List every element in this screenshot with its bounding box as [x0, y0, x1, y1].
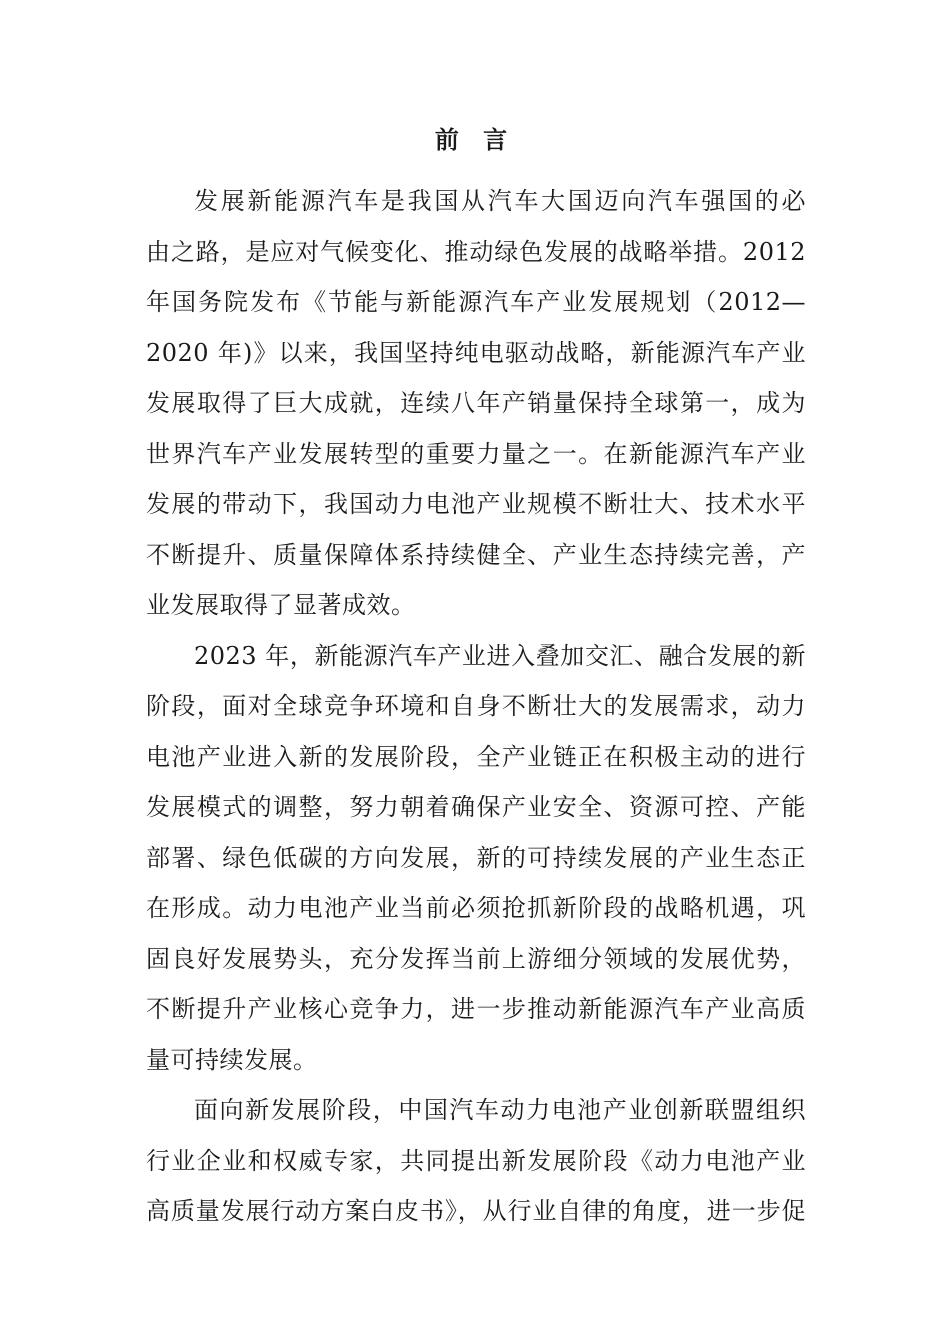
page-title: 前 言	[434, 126, 516, 154]
paragraph-3	[146, 1085, 806, 1237]
text-line: 由之路，是应对气候变化、推动绿色发展的战略举措。2012	[146, 237, 806, 266]
text-line: 不断提升、质量保障体系持续健全、产业生态持续完善，产	[146, 540, 806, 569]
text-line: 在形成。动力电池产业当前必须抢抓新阶段的战略机遇，巩	[146, 894, 806, 922]
text-line: 电池产业进入新的发展阶段，全产业链正在积极主动的进行	[146, 742, 806, 771]
text-line: 发展模式的调整，努力朝着确保产业安全、资源可控、产能	[146, 793, 806, 821]
text-line: 发展的带动下，我国动力电池产业规模不断壮大、技术水平	[146, 490, 806, 518]
text-line: 部署、绿色低碳的方向发展，新的可持续发展的产业生态正	[146, 843, 806, 872]
text-line: 面向新发展阶段，中国汽车动力电池产业创新联盟组织	[194, 1096, 806, 1124]
text-line: 年国务院发布《节能与新能源汽车产业发展规划（2012—	[146, 288, 806, 316]
text-line: 发展取得了巨大成就，连续八年产销量保持全球第一，成为	[146, 389, 806, 417]
document-body	[146, 176, 806, 1237]
text-line: 世界汽车产业发展转型的重要力量之一。在新能源汽车产业	[146, 439, 806, 468]
text-line: 固良好发展势头，充分发挥当前上游细分领域的发展优势，	[146, 944, 806, 973]
paragraph-1	[146, 176, 806, 631]
text-line: 2020 年)》以来，我国坚持纯电驱动战略，新能源汽车产业	[146, 338, 806, 367]
text-line: 高质量发展行动方案白皮书》，从行业自律的角度，进一步促	[146, 1197, 806, 1225]
text-line: 阶段，面对全球竞争环境和自身不断壮大的发展需求，动力	[146, 692, 806, 720]
paragraph-2	[146, 631, 806, 1086]
text-line: 2023 年，新能源汽车产业进入叠加交汇、融合发展的新	[194, 641, 806, 670]
text-line: 不断提升产业核心竞争力，进一步推动新能源汽车产业高质	[146, 995, 806, 1023]
text-line: 行业企业和权威专家，共同提出新发展阶段《动力电池产业	[146, 1146, 806, 1175]
text-line: 量可持续发展。	[146, 1045, 318, 1074]
text-line: 发展新能源汽车是我国从汽车大国迈向汽车强国的必	[194, 187, 806, 215]
text-line: 业发展取得了显著成效。	[146, 591, 416, 619]
